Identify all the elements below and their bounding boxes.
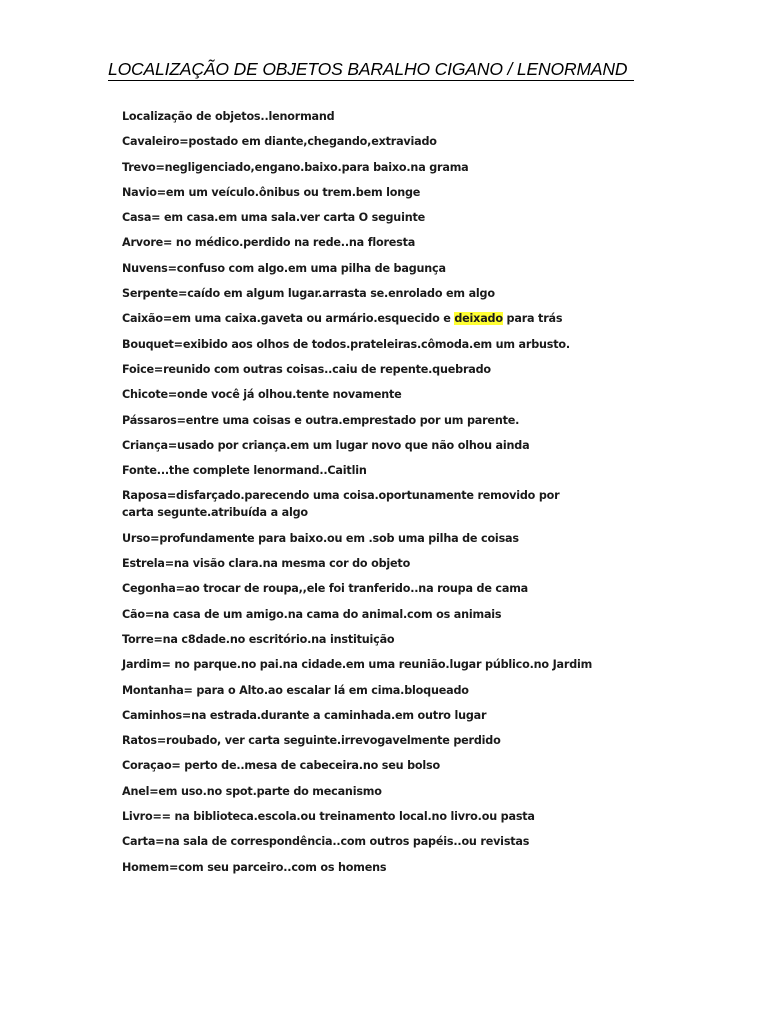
entry-caixao-before: Caixão=em uma caixa.gaveta ou armário.esquecido e	[122, 312, 455, 326]
entry-raposa: Raposa=disfarçado.parecendo uma coisa.oportunamente removido por carta segunte.atribuída a algo	[122, 489, 560, 520]
entry-fonte: Fonte...the complete lenormand..Caitlin	[122, 464, 367, 478]
entry-caixao	[122, 310, 662, 327]
highlighted-word: deixado	[454, 312, 503, 326]
entry-casa: Casa= em casa.em uma sala.ver carta O seguinte	[122, 211, 426, 225]
entry-jardim: Jardim= no parque.no pai.na cidade.em uma reunião.lugar público.no Jardim	[122, 658, 593, 672]
entry-torre: Torre=na c8dade.no escritório.na instituição	[122, 632, 395, 646]
entry-montanha: Montanha= para o Alto.ao escalar lá em cima.bloqueado	[122, 683, 469, 697]
entry-arvore: Arvore= no médico.perdido na rede..na floresta	[122, 236, 416, 250]
list-heading: Localização de objetos..lenormand	[122, 110, 335, 123]
entry-foice: Foice=reunido com outras coisas..caiu de repente.quebrado	[122, 362, 491, 376]
entry-ratos: Ratos=roubado, ver carta seguinte.irrevogavelmente perdido	[122, 734, 501, 748]
entry-cao: Cão=na casa de um amigo.na cama do animal.com os animais	[122, 607, 502, 621]
entry-cavaleiro: Cavaleiro=postado em diante,chegando,extraviado	[122, 135, 437, 149]
entry-list	[122, 108, 662, 884]
entry-urso: Urso=profundamente para baixo.ou em .sob uma pilha de coisas	[122, 531, 519, 545]
entry-chicote: Chicote=onde você já olhou.tente novamente	[122, 388, 402, 402]
entry-navio: Navio=em um veículo.ônibus ou trem.bem longe	[122, 185, 421, 199]
entry-carta: Carta=na sala de correspondência..com outros papéis..ou revistas	[122, 835, 530, 849]
entry-serpente: Serpente=caído em algum lugar.arrasta se.enrolado em algo	[122, 287, 495, 301]
document-title: LOCALIZAÇÃO DE OBJETOS BARALHO CIGANO / LENORMAND	[108, 58, 634, 81]
entry-passaros: Pássaros=entre uma coisas e outra.emprestado por um parente.	[122, 413, 520, 427]
entry-nuvens: Nuvens=confuso com algo.em uma pilha de bagunça	[122, 261, 446, 275]
entry-homem: Homem=com seu parceiro..com os homens	[122, 860, 387, 874]
entry-crianca: Criança=usado por criança.em um lugar novo que não olhou ainda	[122, 438, 530, 452]
entry-coracao: Coraçao= perto de..mesa de cabeceira.no seu bolso	[122, 759, 440, 773]
entry-anel: Anel=em uso.no spot.parte do mecanismo	[122, 784, 382, 798]
entry-estrela: Estrela=na visão clara.na mesma cor do objeto	[122, 557, 411, 571]
entry-livro: Livro== na biblioteca.escola.ou treinamento local.no livro.ou pasta	[122, 810, 535, 824]
entry-cegonha: Cegonha=ao trocar de roupa,,ele foi tranferido..na roupa de cama	[122, 582, 529, 596]
entry-bouquet: Bouquet=exibido aos olhos de todos.prateleiras.cômoda.em um arbusto.	[122, 337, 570, 351]
entry-trevo: Trevo=negligenciado,engano.baixo.para baixo.na grama	[122, 160, 469, 174]
entry-caixao-after: para trás	[502, 312, 563, 326]
entry-caminhos: Caminhos=na estrada.durante a caminhada.em outro lugar	[122, 708, 487, 722]
